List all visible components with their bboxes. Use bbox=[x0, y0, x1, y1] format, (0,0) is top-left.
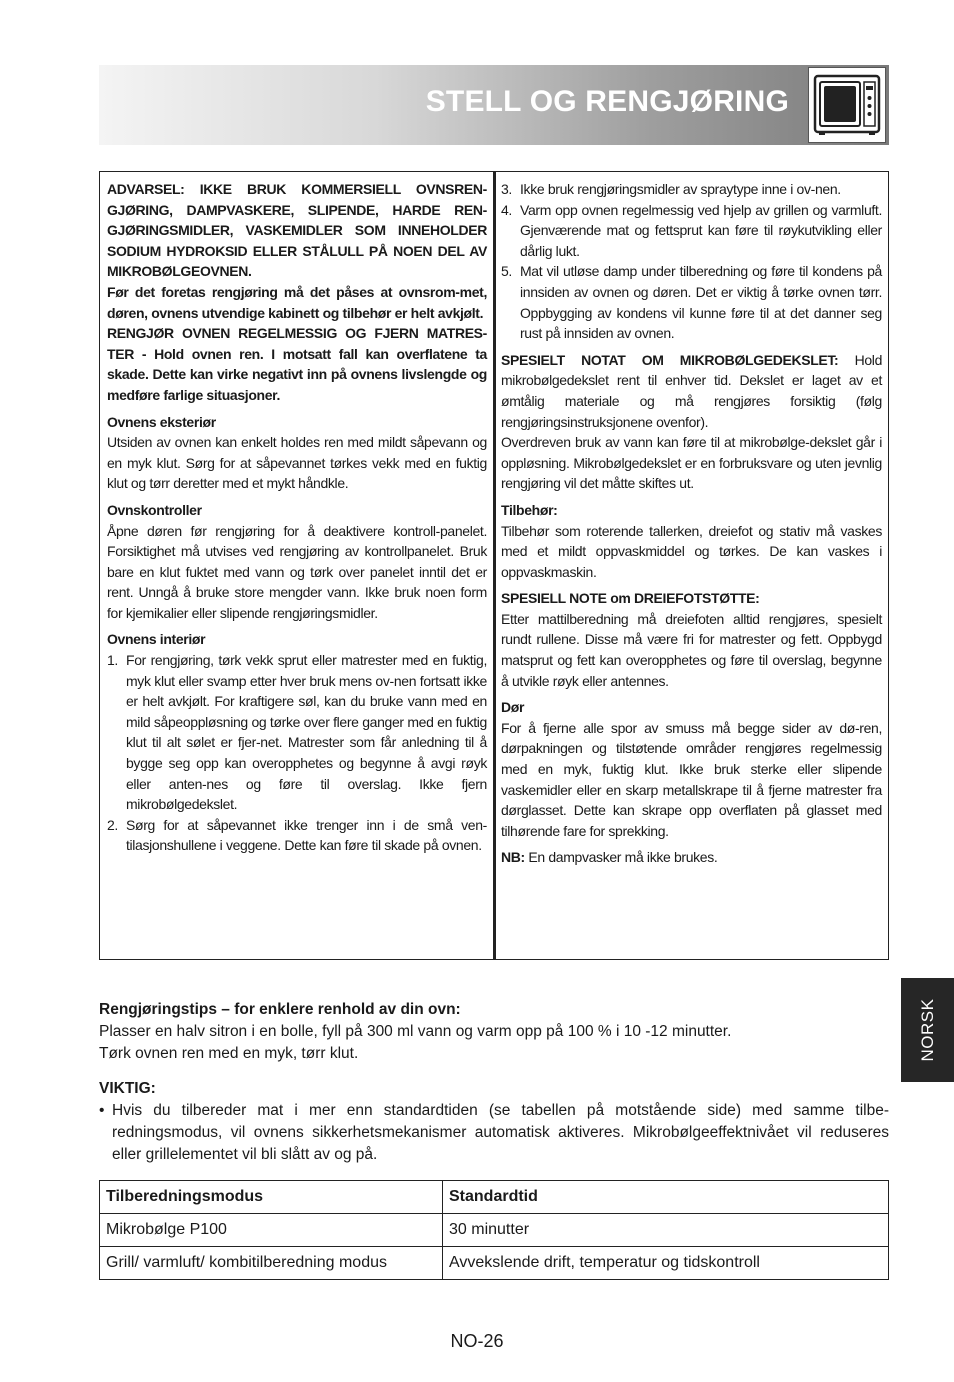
cover-note bbox=[501, 350, 882, 432]
controls-heading: Ovnskontroller bbox=[107, 501, 202, 518]
door-heading: Dør bbox=[501, 699, 525, 716]
exterior-text: Utsiden av ovnen kan enkelt holdes ren med mildt såpevann og en myk klut. Sørg for at såpevannet tørkes vekk med en fuktig klut og tørr deretter med et mykt håndkle. bbox=[107, 434, 487, 492]
interior-list bbox=[107, 650, 487, 856]
cover-note-text: Hold mikrobølgedekslet rent til enhver tid. Dekslet er laget av et ømtålig materiale og må rengjøres forsiktig (følg rengjøringsinstruksjonene ovenfor). bbox=[501, 351, 882, 430]
nb-label: NB: bbox=[501, 849, 525, 866]
list-text: Sørg for at såpevannet ikke trenger inn i de små ven-tilasjonshullene i veggene. Dette kan føre til skade på ovnen. bbox=[126, 816, 487, 854]
list-item bbox=[501, 200, 882, 262]
table-row bbox=[100, 1247, 889, 1280]
turntable-heading: SPESIELL NOTE om DREIEFOTSTØTTE: bbox=[501, 590, 760, 607]
table-header-row bbox=[100, 1181, 889, 1214]
exterior-heading: Ovnens eksteriør bbox=[107, 413, 216, 430]
language-tab bbox=[901, 978, 954, 1082]
important-text: Hvis du tilbereder mat i mer enn standardtiden (se tabellen på motstående side) med samme tilbe-redningsmodus, vil ovnens sikkerhetsmekanismer automatisk aktiveres. Mikrobølgeeffektnivået vil reduseres eller grillelementet vil bli slått av og på. bbox=[112, 1102, 889, 1163]
warning-text-1: ADVARSEL: IKKE BRUK KOMMERSIELL OVNSREN-GJØRING, DAMPVASKERE, SLIPENDE, HARDE REN-GJØRINGSMIDLER, VASKEMIDLER SOM INNEHOLDER SODIUM HYDROKSID ELLER STÅLULL PÅ NOEN DEL AV MIKROBØLGEOVNEN. bbox=[107, 181, 487, 280]
table-cell: Grill/ varmluft/ kombitilberedning modus bbox=[100, 1247, 443, 1280]
important-section bbox=[99, 1078, 889, 1166]
list-number: 2. bbox=[107, 816, 118, 833]
table-row bbox=[100, 1214, 889, 1247]
door-text: For å fjerne alle spor av smuss må begge sider av dø-ren, dørpakningen og tilstøtende områder rengjøres regelmessig med en myk, fuktig klut. Ikke bruk sterke eller slipende vaskemidler eller en skarp metallskrape til å fjerne matrester fra dørglasset. Dette kan skrape opp overflaten på glasset med tilhørende fare for sprekking. bbox=[501, 719, 882, 839]
list-item bbox=[501, 179, 882, 200]
interior-heading: Ovnens interiør bbox=[107, 631, 206, 648]
list-item bbox=[501, 261, 882, 343]
list-number: 1. bbox=[107, 652, 118, 669]
tips-line-2: Tørk ovnen ren med en myk, tørr klut. bbox=[99, 1045, 359, 1062]
language-tab-label: NORSK bbox=[917, 998, 937, 1062]
nb-note bbox=[501, 847, 882, 868]
cover-note-text-2: Overdreven bruk av vann kan føre til at mikrobølge-dekslet går i oppløsning. Mikrobølgedekslet er en forbruksvare og uten jevnlig rengjøring vil det måtte skiftes ut. bbox=[501, 434, 882, 492]
turntable-text: Etter mattilberedning må dreiefoten alltid rengjøres, spesielt rundt rullene. Disse må være fri for matrester og fett. Oppbygd matsprut og fett kan overopphetes og føre til overslag, begynne å utvikle røyk eller antennes. bbox=[501, 610, 882, 689]
cleaning-tips bbox=[99, 999, 889, 1065]
important-heading: VIKTIG: bbox=[99, 1080, 156, 1097]
list-number: 5. bbox=[501, 263, 512, 280]
table-cell: Avvekslende drift, temperatur og tidskontroll bbox=[443, 1247, 889, 1280]
controls-text: Åpne døren før rengjøring for å deaktivere kontroll-panelet. Forsiktighet må utvises ved rengjøring av kontrollpanelet. Bruk bare en klut fuktet med vann og tørk over panelet inntil det er rent. Unngå å bruke store mengder vann. Ikke bruk noen form for kjemikalier eller slipende rengjøringsmidler. bbox=[107, 522, 487, 621]
tips-heading: Rengjøringstips – for enklere renhold av din ovn: bbox=[99, 1001, 461, 1018]
microwave-icon bbox=[808, 67, 886, 143]
tips-line-1: Plasser en halv sitron i en bolle, fyll på 300 ml vann og varm opp på 100 % i 10 -12 minutter. bbox=[99, 1023, 732, 1040]
list-text: Mat vil utløse damp under tilberedning og føre til kondens på innsiden av ovnen og døren. Det er viktig å tørke ovnen tørr. Oppbygging av kondens vil kunne føre til at det danner seg rust på innsiden av ovnen. bbox=[520, 263, 882, 342]
list-text: Ikke bruk rengjøringsmidler av spraytype inne i ov-nen. bbox=[520, 181, 841, 197]
list-text: For rengjøring, tørk vekk sprut eller matrester med en fuktig, myk klut eller svamp etter hver bruk mens ov-nen fortsatt ikke er helt avkjølt. For kraftigere søl, kan du bruke vann med en mild såpeoppløsning og tørke over flere ganger med en fuktig klut til alt sølet er fjer-net. Matrester som får anledning til å bygge seg opp kan overopphetes og begynne å avgi røyk eller anten-nes og føre til overslag. Ikke fjern mikrobølgedekslet. bbox=[126, 652, 487, 813]
nb-text: En dampvasker må ikke brukes. bbox=[524, 849, 718, 866]
right-column bbox=[501, 179, 882, 868]
table-header-cell: Standardtid bbox=[443, 1181, 889, 1214]
cooking-mode-table bbox=[99, 1180, 889, 1280]
microwave-icon-graphic bbox=[809, 68, 885, 142]
table-header-cell: Tilberedningsmodus bbox=[100, 1181, 443, 1214]
list-number: 4. bbox=[501, 201, 512, 218]
cleaning-list bbox=[501, 179, 882, 344]
table-cell: Mikrobølge P100 bbox=[100, 1214, 443, 1247]
instructions-box bbox=[99, 171, 889, 960]
warning-text-3: RENGJØR OVNEN REGELMESSIG OG FJERN MATRES-TER - Hold ovnen ren. I motsatt fall kan overflatene ta skade. Dette kan virke negativt inn på ovnens livslengde og medføre farlige situasjoner. bbox=[107, 325, 487, 403]
column-divider bbox=[493, 172, 496, 959]
accessories-text: Tilbehør som roterende tallerken, dreiefot og stativ må vaskes med et mildt oppvaskmiddel og tørkes. De kan vaskes i oppvaskmaskin. bbox=[501, 522, 882, 580]
bullet-dot: • bbox=[99, 1102, 105, 1119]
page-number: NO-26 bbox=[450, 1331, 504, 1351]
list-number: 3. bbox=[501, 181, 512, 197]
accessories-heading: Tilbehør: bbox=[501, 501, 558, 518]
table-cell: 30 minutter bbox=[443, 1214, 889, 1247]
section-header bbox=[99, 65, 889, 145]
cover-note-label: SPESIELT NOTAT OM MIKROBØLGEDEKSLET: bbox=[501, 351, 839, 368]
page-title: STELL OG RENGJØRING bbox=[425, 85, 789, 118]
list-item bbox=[107, 815, 487, 856]
important-bullet-item bbox=[99, 1100, 889, 1166]
warning-text-2: Før det foretas rengjøring må det påses at ovnsrom-met, døren, ovnens utvendige kabinett og tilbehør er helt avkjølt. bbox=[107, 283, 487, 321]
left-column bbox=[107, 179, 487, 856]
list-item bbox=[107, 650, 487, 815]
list-text: Varm opp ovnen regelmessig ved hjelp av grillen og varmluft. Gjenværende mat og fettsprut kan føre til røykutvikling eller dårlig lukt. bbox=[520, 201, 882, 259]
